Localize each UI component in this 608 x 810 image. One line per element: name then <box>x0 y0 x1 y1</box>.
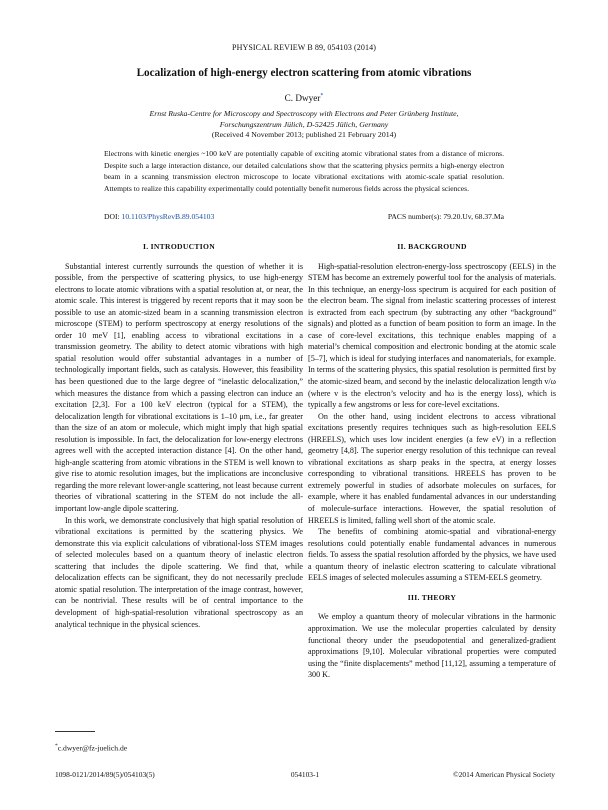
doi-link[interactable]: 10.1103/PhysRevB.89.054103 <box>121 212 215 221</box>
paper-title: Localization of high-energy electron scattering from atomic vibrations <box>136 67 472 79</box>
background-paragraph-1: High-spatial-resolution electron-energy-loss spectroscopy (EELS) in the STEM has become an extremely powerful tool for the analysis of materials. In this technique, an energy-loss spectrum is acquired for each position of the electron beam. The signal from inelastic scattering processes of interest is extracted from each spectrum (by subtracting any other “background” signals) and plotted as a function of beam position to form an image. In the case of core-level excitations, this technique enables mapping of a material’s chemical composition and electronic bonding at the atomic scale [5–7], which is ideal for studying interfaces and nanomaterials, for example. In terms of the scattering physics, this spatial resolution is permitted first by the atomic-sized beam, and second by the inelastic delocalization length v/ω (where v is the electron’s velocity and ħω is the energy loss), which is typically a few angstroms or less for core-level excitations. <box>308 261 556 410</box>
intro-paragraph-2: In this work, we demonstrate conclusively that high spatial resolution of vibrational excitations is permitted by the scattering physics. We demonstrate this via explicit calculations of vibrational-loss STEM images of selected molecules based on a quantum theory of inelastic electron scattering that includes the dipole scattering. We find that, while delocalization effects can be significant, they do not necessarily preclude atomic spatial resolution. The interpretation of the image contrast, however, can be nontrivial. These results will be of central importance to the development of high-spatial-resolution vibrational spectroscopy as an analytical technique in the physical sciences. <box>55 515 303 629</box>
doi-label: DOI: <box>104 212 120 221</box>
author-footnote-mark[interactable]: * <box>320 93 324 99</box>
footnote-email[interactable]: c.dwyer@fz-juelich.de <box>57 743 128 753</box>
footer-page-number: 054103-1 <box>290 770 320 779</box>
journal-header: PHYSICAL REVIEW B 89, 054103 (2014) <box>232 43 376 52</box>
author-line <box>0 93 608 103</box>
abstract: Electrons with kinetic energies ~100 keV are potentially capable of exciting atomic vibrational states from a distance of microns. Despite such a large interaction distance, our detailed calculations show that the scattering physics permits a high-energy electron beam in a scanning transmission electron microscope to locate vibrational excitations with atomic-scale spatial resolution. Attempts to realize this capability experimentally could potentially benefit numerous fields across the physical sciences. <box>104 149 504 193</box>
footnote <box>55 743 127 753</box>
footnote-mark: * <box>55 743 58 749</box>
affiliation-line-1: Ernst Ruska-Centre for Microscopy and Spectroscopy with Electrons and Peter Grünberg Institute, <box>149 109 459 118</box>
affiliation-line-2: Forschungszentrum Jülich, D-52425 Jülich, Germany <box>219 120 389 129</box>
footer-copyright: ©2014 American Physical Society <box>453 770 555 779</box>
footnote-divider <box>55 731 95 732</box>
pacs-numbers: PACS number(s): 79.20.Uv, 68.37.Ma <box>387 212 504 221</box>
background-paragraph-2: On the other hand, using incident electrons to access vibrational excitations presently requires techniques such as high-resolution EELS (HREELS), which uses low incident energies (a few eV) in a reflection geometry [4,8]. The superior energy resolution of this technique can reveal vibrational excitations as sharp peaks in the spectra, at energy losses corresponding to vibrational transitions. HREELS has proven to be extremely powerful in studies of adsorbate molecules on surfaces, for example, where it has enabled fundamental advances in our understanding of molecule-surface interactions. However, the spatial resolution of HREELS is limited, falling well short of the atomic scale. <box>308 411 556 525</box>
theory-paragraph-1: We employ a quantum theory of molecular vibrations in the harmonic approximation. We use the molecular properties calculated by density functional theory under the pseudopotential and generalized-gradient approximations [9,10]. Molecular vibrational properties were computed using the “finite displacements” method [11,12], assuming a temperature of 300 K. <box>308 612 556 680</box>
right-column <box>308 241 556 681</box>
left-column <box>55 241 303 630</box>
section-heading-introduction: I. INTRODUCTION <box>142 242 215 251</box>
author-name: C. Dwyer <box>284 93 321 104</box>
doi-pacs-line <box>104 212 504 221</box>
background-paragraph-3: The benefits of combining atomic-spatial and vibrational-energy resolutions could potentially enable fundamental advances in numerous fields. To assess the spatial resolution afforded by the physics, we have used a quantum theory of inelastic electron scattering to calculate vibrational EELS images of selected molecules assuming a STEM-EELS geometry. <box>308 527 556 583</box>
affiliation <box>90 108 518 130</box>
footer-issn: 1098-0121/2014/89(5)/054103(5) <box>55 770 155 779</box>
received-dates: (Received 4 November 2013; published 21 February 2014) <box>211 130 397 139</box>
section-heading-background: II. BACKGROUND <box>397 242 467 251</box>
section-heading-theory: III. THEORY <box>407 592 457 602</box>
intro-paragraph-1: Substantial interest currently surrounds the question of whether it is possible, from the perspective of scattering physics, to use high-energy electrons to locate atomic vibrations with a spatial resolution at, or near, the atomic scale. This interest is triggered by recent reports that it may soon be possible to use an atomic-sized beam in a scanning transmission electron microscope (STEM) to perform spectroscopy at energy resolutions of the order 10 meV [1], enabling access to vibrational excitations in a transmission geometry. The ability to detect atomic vibrations with high spatial resolution would offer substantial advantages in a number of technologically important fields, such as catalysis. However, this feasibility has been questioned due to the large degree of “inelastic delocalization,” which measures the distance from which a passing electron can induce an excitation [2,3]. For a 100 keV electron (typical for a STEM), the delocalization length for vibrational excitations is 1–10 μm, i.e., far greater than the size of an atom or molecule, which might imply that high spatial resolution is impossible. In fact, the delocalization for low-energy electrons agrees well with the accepted interaction distance [4]. On the other hand, high-angle scattering from atomic vibrations in the STEM is well known to give rise to atomic resolution images, but the implications are inconclusive regarding the more relevant lower-angle scattering, not least because current theories of vibrational scattering in the STEM do not include the all-important low-angle dipole scattering. <box>55 261 303 514</box>
